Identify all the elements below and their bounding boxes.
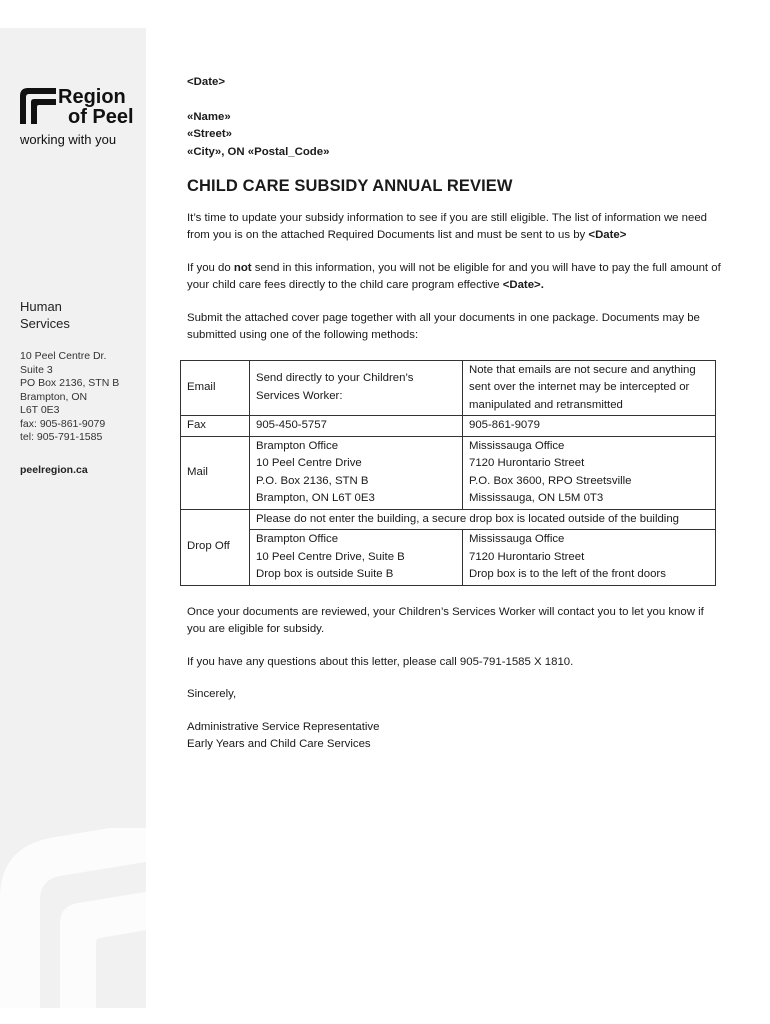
peel-logo-icon xyxy=(20,88,56,124)
dropoff-note: Please do not enter the building, a secure drop box is located outside of the building xyxy=(250,509,716,530)
method-label: Mail xyxy=(181,436,250,509)
peel-watermark-icon xyxy=(0,828,146,1008)
table-row-fax xyxy=(181,416,716,437)
method-label: Email xyxy=(181,360,250,416)
paragraph-questions: If you have any questions about this letter, please call 905-791-1585 X 1810. xyxy=(187,655,574,668)
department-name: Human Services xyxy=(20,299,70,331)
sidebar xyxy=(0,28,146,1008)
logo-line2: of Peel xyxy=(68,106,134,128)
closing: Sincerely, xyxy=(187,688,237,700)
method-label: Drop Off xyxy=(181,509,250,585)
signature-block: Administrative Service Representative Early Years and Child Care Services xyxy=(187,720,380,750)
submission-methods-table xyxy=(180,360,716,586)
email-note: Note that emails are not secure and anything sent over the internet may be intercepted or manipulated and retransmitted xyxy=(463,360,716,416)
table-row-dropoff xyxy=(181,530,716,586)
region-of-peel-logo xyxy=(20,86,146,156)
logo-tagline: working with you xyxy=(20,132,117,147)
table-row-email xyxy=(181,360,716,416)
dropoff-brampton: Brampton Office 10 Peel Centre Drive, Suite B Drop box is outside Suite B xyxy=(250,530,463,586)
paragraph-update: It’s time to update your subsidy information to see if you are still eligible. The list of information we need from you is on the attached Required Documents list and must be sent to us by <Date> xyxy=(187,211,708,241)
email-instruction: Send directly to your Children’s Services Worker: xyxy=(250,360,463,416)
website-link[interactable]: peelregion.ca xyxy=(20,464,88,476)
fax-brampton: 905-450-5757 xyxy=(250,416,463,437)
recipient-address: «Name» «Street» «City», ON «Postal_Code» xyxy=(187,110,330,158)
table-row-dropoff-note xyxy=(181,509,716,530)
mail-mississauga-address: Mississauga Office 7120 Hurontario Street P.O. Box 3600, RPO Streetsville Mississauga, ON L5M 0T3 xyxy=(463,436,716,509)
logo-line1: Region xyxy=(58,86,126,108)
paragraph-submit: Submit the attached cover page together with all your documents in one package. Documents may be submitted using one of the following methods: xyxy=(187,311,700,341)
office-address: 10 Peel Centre Dr. Suite 3 PO Box 2136, STN B Brampton, ON L6T 0E3 fax: 905-861-9079 tel: 905-791-1585 xyxy=(20,350,120,443)
paragraph-warning: If you do not send in this information, you will not be eligible for and you will have to pay the full amount of your child care fees directly to the child care program effective <Date>. xyxy=(187,261,721,291)
fax-mississauga: 905-861-9079 xyxy=(463,416,716,437)
letter-date: <Date> xyxy=(187,76,225,88)
dropoff-mississauga: Mississauga Office 7120 Hurontario Street Drop box is to the left of the front doors xyxy=(463,530,716,586)
letter-title: CHILD CARE SUBSIDY ANNUAL REVIEW xyxy=(187,177,513,195)
letter-body xyxy=(187,74,722,754)
method-label: Fax xyxy=(181,416,250,437)
mail-brampton-address: Brampton Office 10 Peel Centre Drive P.O. Box 2136, STN B Brampton, ON L6T 0E3 xyxy=(250,436,463,509)
table-row-mail xyxy=(181,436,716,509)
paragraph-review: Once your documents are reviewed, your Children’s Services Worker will contact you to let you know if you are eligible for subsidy. xyxy=(187,605,704,635)
